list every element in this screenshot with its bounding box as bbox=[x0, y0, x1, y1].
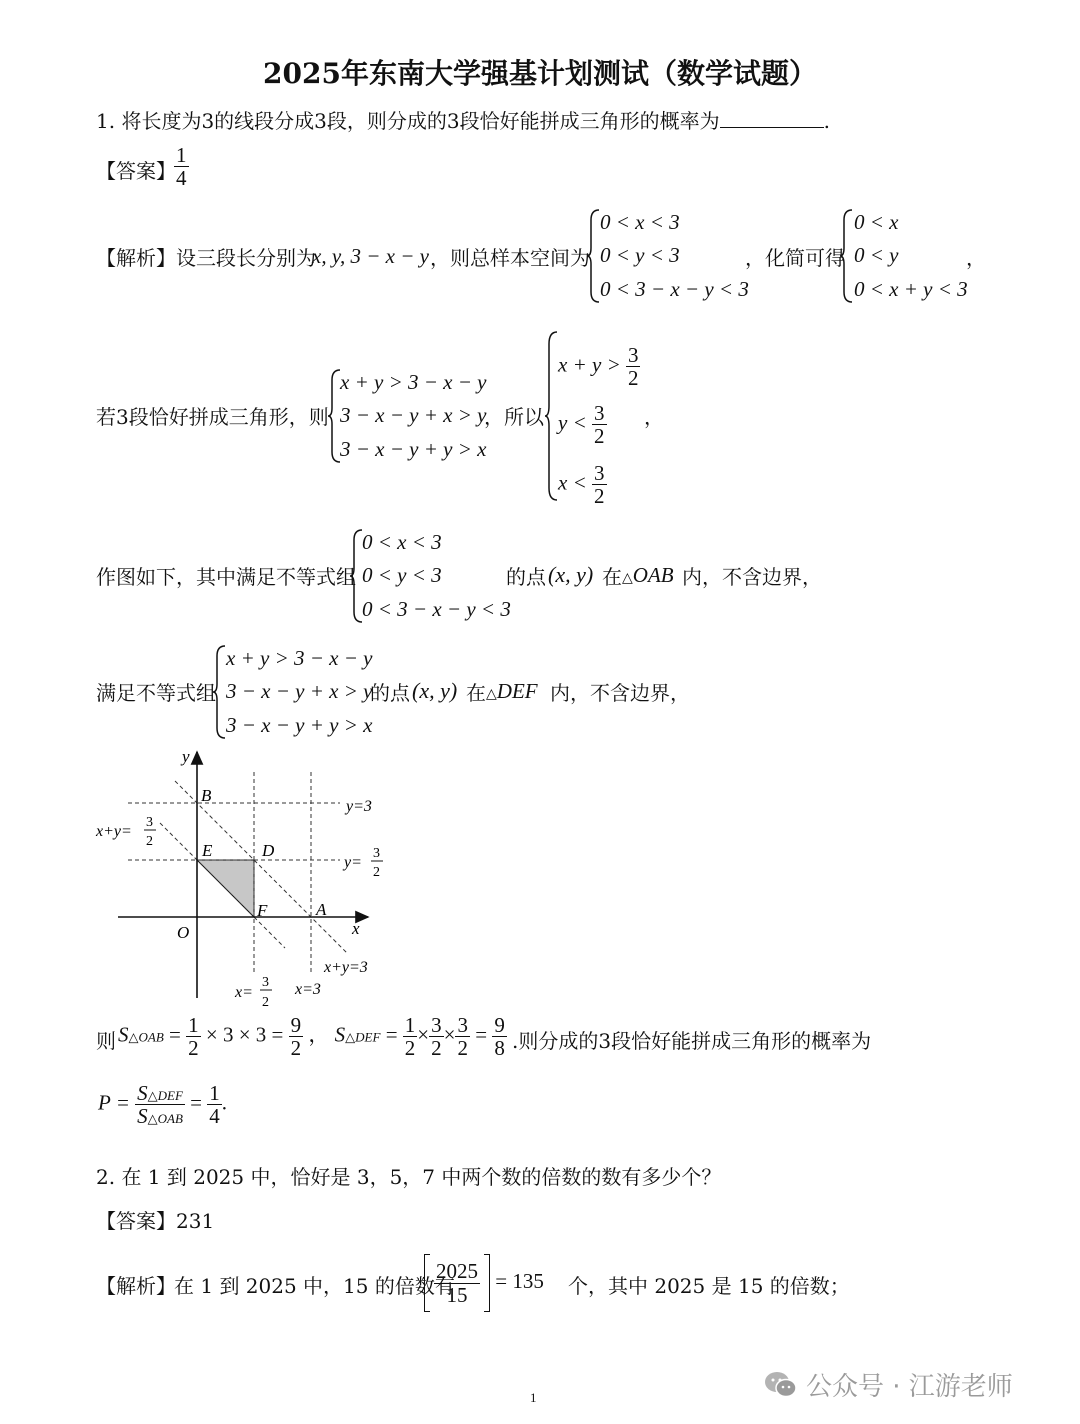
label-y32-den: 2 bbox=[373, 865, 380, 880]
analysis-step1-end: ， bbox=[966, 246, 986, 270]
triangle-def-label bbox=[486, 679, 538, 704]
area-tail-text: .则分成的3段恰好能拼成三角形的概率为 bbox=[512, 1029, 872, 1053]
answer-numerator: 1 bbox=[176, 143, 187, 167]
analysis-step1-text: 设三段长分别为 bbox=[176, 246, 316, 270]
triangle-oab-label bbox=[622, 563, 674, 588]
p-result-num: 1 bbox=[209, 1081, 220, 1105]
sys1-line1: 0 < x < 3 bbox=[600, 210, 680, 234]
frac-c-num: 3 bbox=[457, 1013, 468, 1037]
brace-sys6 bbox=[211, 644, 227, 740]
question-2: 2. 在 1 到 2025 中，恰好是 3，5，7 中两个数的倍数的数有多少个？ bbox=[96, 1165, 722, 1189]
sys4-frac2-den: 2 bbox=[594, 424, 605, 449]
label-y32: y= bbox=[344, 854, 362, 871]
frac-d-num: 9 bbox=[494, 1013, 505, 1037]
frac-c-den: 2 bbox=[457, 1036, 468, 1061]
sys6-line1: x + y > 3 − x − y bbox=[226, 646, 373, 670]
analysis-step2-text: 若3段恰好拼成三角形，则 bbox=[96, 405, 329, 429]
area-s-symbol: S bbox=[334, 1022, 346, 1047]
analysis-step2-end: ， bbox=[644, 405, 664, 429]
label-y3: y=3 bbox=[346, 798, 372, 815]
frac-d-den: 8 bbox=[494, 1036, 505, 1061]
area-oab-expr: S△OAB = $\frac{1}{2}$ × 3 × 3 = $\frac{9}{2}$ ， S△DEF = $\frac{1}{2}$ × $\frac{3}{2}$ × $\frac{3}{2}$ = $\frac{9}{8}$ bbox=[118, 1013, 505, 1061]
label-x32: x= bbox=[235, 984, 253, 1001]
watermark-text: 公众号 · 江游老师 bbox=[806, 1372, 1013, 1402]
label-xy3: x+y=3 bbox=[324, 959, 368, 976]
sys4-line3-lhs: x < bbox=[558, 470, 587, 495]
point-e-label: E bbox=[202, 841, 213, 860]
page-number: 1 bbox=[530, 1390, 537, 1405]
area-def-subscript: △DEF bbox=[345, 1029, 381, 1045]
p-num-s: S bbox=[137, 1081, 148, 1105]
sys2-line2: 0 < y bbox=[854, 243, 899, 267]
p-numerator bbox=[135, 1082, 185, 1105]
frac-9-den: 2 bbox=[290, 1036, 302, 1061]
sys5-line2: 0 < y < 3 bbox=[362, 563, 442, 587]
sys1-line3: 0 < 3 − x − y < 3 bbox=[600, 277, 749, 301]
analysis-2-text2: 个，其中 2025 是 15 的倍数； bbox=[568, 1274, 850, 1298]
sys4-frac1-den: 2 bbox=[627, 366, 639, 391]
point-xy-1: (x, y) bbox=[548, 562, 594, 587]
analysis-step3-text3: 在 bbox=[602, 565, 622, 589]
point-f-label: F bbox=[257, 901, 268, 920]
sys2-line1: 0 < x bbox=[854, 210, 899, 234]
answer-label-2: 【答案】 bbox=[96, 1209, 176, 1233]
x-axis-label: x bbox=[352, 919, 360, 938]
analysis-step1-text2: ，则总样本空间为 bbox=[430, 246, 590, 270]
label-xy32: x+y= bbox=[96, 823, 132, 840]
analysis-step4-text2: 的点 bbox=[370, 681, 410, 705]
p-label: P = bbox=[98, 1090, 130, 1115]
region-graph bbox=[90, 740, 410, 1012]
question-1-text: 1. 将长度为3的线段分成3段，则分成的3段恰好能拼成三角形的概率为 bbox=[96, 109, 720, 133]
analysis-step3-text: 作图如下，其中满足不等式组 bbox=[96, 565, 356, 589]
sys2-line3: 0 < x + y < 3 bbox=[854, 277, 968, 301]
frac-b-den: 2 bbox=[431, 1036, 442, 1061]
frac-a-den: 2 bbox=[404, 1036, 416, 1061]
analysis-label-2: 【解析】 bbox=[96, 1274, 176, 1298]
floor-result: = 135 bbox=[495, 1268, 544, 1293]
watermark bbox=[764, 1366, 1013, 1403]
sys3-line1: x + y > 3 − x − y bbox=[340, 370, 487, 394]
brace-sys1 bbox=[585, 208, 601, 304]
sys4-frac2-num: 3 bbox=[594, 401, 605, 425]
question-1-end: . bbox=[823, 109, 830, 133]
label-y32-num: 3 bbox=[373, 846, 380, 861]
analysis-step4-text4: 内，不含边界， bbox=[550, 681, 690, 705]
frac-a-num: 1 bbox=[404, 1013, 416, 1037]
probability-expr bbox=[98, 1082, 227, 1127]
floor-den: 15 bbox=[446, 1282, 468, 1307]
p-den-sub: △OAB bbox=[147, 1111, 183, 1127]
p-equals: = bbox=[190, 1090, 202, 1115]
area-text: 则 bbox=[96, 1029, 116, 1053]
floor-num: 2025 bbox=[436, 1259, 478, 1284]
sys4-frac3-num: 3 bbox=[594, 461, 605, 485]
area-s-symbol: S bbox=[118, 1022, 129, 1047]
answer-denominator: 4 bbox=[176, 166, 187, 191]
point-xy-2: (x, y) bbox=[412, 678, 458, 703]
answer-blank bbox=[720, 109, 824, 128]
brace-sys2 bbox=[838, 208, 854, 304]
p-num-sub: △DEF bbox=[147, 1088, 183, 1103]
frac-b-num: 3 bbox=[431, 1013, 442, 1037]
sys4-line3 bbox=[558, 462, 607, 507]
sys6-line3: 3 − x − y + y > x bbox=[226, 713, 373, 737]
answer-value-2: 231 bbox=[176, 1209, 215, 1233]
point-b-label: B bbox=[201, 786, 212, 805]
point-a-label: A bbox=[316, 900, 327, 919]
triangle-symbol: △ bbox=[622, 571, 633, 586]
sys4-frac1-num: 3 bbox=[627, 343, 639, 367]
area-oab-subscript: △OAB bbox=[128, 1029, 164, 1045]
p-end: . bbox=[221, 1090, 227, 1115]
frac-9-num: 9 bbox=[290, 1013, 302, 1037]
triangle-def-name: DEF bbox=[496, 679, 538, 703]
sys5-line3: 0 < 3 − x − y < 3 bbox=[362, 597, 511, 621]
p-result-den: 4 bbox=[209, 1104, 220, 1129]
triangle-symbol: △ bbox=[486, 687, 497, 702]
p-denominator bbox=[137, 1105, 183, 1127]
origin-label: O bbox=[177, 923, 190, 942]
label-x3: x=3 bbox=[295, 981, 321, 998]
analysis-label-1: 【解析】 bbox=[96, 246, 176, 270]
floor-bracket-right bbox=[484, 1254, 490, 1312]
point-d-label: D bbox=[262, 841, 275, 860]
label-xy32-den: 2 bbox=[146, 834, 153, 849]
floor-bracket-left bbox=[424, 1254, 430, 1312]
answer-fraction-1 bbox=[174, 144, 189, 189]
wechat-icon bbox=[764, 1370, 798, 1400]
frac-1-den: 2 bbox=[188, 1036, 199, 1061]
brace-sys4 bbox=[543, 330, 559, 502]
sys4-line2-lhs: y < bbox=[558, 410, 587, 435]
analysis-step2-text2: ，所以 bbox=[484, 405, 544, 429]
question-1 bbox=[96, 108, 830, 134]
answer-label-1: 【答案】 bbox=[96, 159, 176, 183]
label-xy32-num: 3 bbox=[146, 815, 153, 830]
p-den-s: S bbox=[137, 1104, 148, 1129]
analysis-step3-text2: 的点 bbox=[506, 565, 546, 589]
sys4-line1-lhs: x + y > bbox=[558, 352, 621, 377]
sys4-frac3-den: 2 bbox=[594, 484, 605, 509]
analysis-step4-text: 满足不等式组 bbox=[96, 681, 216, 705]
analysis-step1-text3: ，化简可得 bbox=[745, 246, 845, 270]
label-x32-num: 3 bbox=[262, 975, 269, 990]
sys4-line1 bbox=[558, 344, 640, 389]
floor-expr bbox=[424, 1254, 544, 1312]
equals: = bbox=[169, 1022, 187, 1047]
analysis-step4-text3: 在 bbox=[466, 681, 486, 705]
frac-1-num: 1 bbox=[188, 1013, 199, 1037]
sys3-line3: 3 − x − y + y > x bbox=[340, 437, 487, 461]
sys6-line2: 3 − x − y + x > y bbox=[226, 679, 373, 703]
sys3-line2: 3 − x − y + x > y bbox=[340, 403, 487, 427]
segment-vars: x, y, 3 − x − y bbox=[312, 244, 429, 268]
page-title: 2025年东南大学强基计划测试（数学试题） bbox=[263, 57, 817, 90]
sys4-line2 bbox=[558, 402, 607, 447]
triangle-oab-name: OAB bbox=[632, 563, 674, 587]
answer-2 bbox=[96, 1208, 214, 1234]
equals: = bbox=[385, 1022, 403, 1047]
label-x32-den: 2 bbox=[262, 995, 269, 1010]
area-oab-middle: × 3 × 3 = bbox=[205, 1022, 284, 1047]
line-xy-3 bbox=[175, 781, 348, 954]
sys1-line2: 0 < y < 3 bbox=[600, 243, 680, 267]
analysis-2-text1: 在 1 到 2025 中，15 的倍数有 bbox=[174, 1274, 455, 1298]
analysis-step3-text4: 内，不含边界， bbox=[682, 565, 822, 589]
y-axis-label: y bbox=[182, 747, 190, 766]
sys5-line1: 0 < x < 3 bbox=[362, 530, 442, 554]
separator: ， bbox=[308, 1022, 330, 1047]
